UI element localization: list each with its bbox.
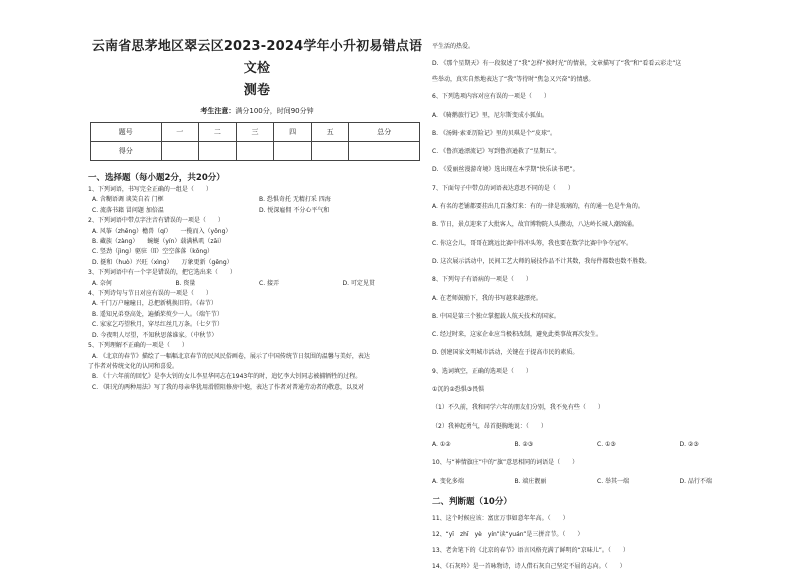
option-a: A. 有名的老铺都要挂出几百盏灯来：有的一律是玻璃的，有的通一色是牛角的。 xyxy=(432,203,644,211)
option-a: A. ①② xyxy=(432,440,451,448)
score-header: 一 xyxy=(161,123,199,142)
question-9-sentence-2: （2）我神起勇气，昂首挺胸地说：（ ） xyxy=(432,422,547,430)
score-cell[interactable] xyxy=(274,142,312,161)
option-b: B. 藏族（zàng） 蜿蜒（yín）载满枞叽（zāi） xyxy=(92,238,225,246)
question-5-stem: 5、下列理解不正确的一项是（ ） xyxy=(88,342,188,350)
option-b: B. ②③ xyxy=(514,440,534,448)
option-a: A. 《骑鹅旅行记》里，尼尔斯变成小狐仙。 xyxy=(432,111,548,119)
question-5d-block xyxy=(432,56,762,88)
score-header: 总分 xyxy=(349,123,420,142)
notice-label: 考生注意： xyxy=(200,107,236,115)
option-b: B. 节日，景点迎来了大批客人，故宫博物院人头攒动，八达岭长城人潮汹涌。 xyxy=(432,221,638,229)
exam-title xyxy=(88,36,426,102)
option-a: A. 变化多端 xyxy=(432,477,464,485)
option-a-continued: 了作者对传统文化的认同和喜爱。 xyxy=(88,362,179,370)
option-b: B. 遥知兄弟登高处，遍插茱萸少一人。（端午节） xyxy=(92,310,223,318)
score-cell[interactable] xyxy=(349,142,420,161)
option-d: D. 创建国家文明城市活动，关键在于提高市民的素质。 xyxy=(432,349,579,357)
question-9-stem: 9、选词填空，正确的选项是（ ） xyxy=(432,367,532,375)
score-row xyxy=(91,142,420,161)
option-d: D. 可定见贯 xyxy=(342,279,375,287)
option-d: D. 品行不端 xyxy=(679,477,712,485)
question-8-stem: 8、下列句子有语病的一项是（ ） xyxy=(432,276,532,284)
question-10-stem: 10、与“神情旗庄”中的“旗”意思相同的词语是（ ） xyxy=(432,459,579,467)
section-1-title: 一、选择题（每小题2分，共20分） xyxy=(88,173,225,183)
right-column xyxy=(432,38,762,575)
option-c: C. ①③ xyxy=(597,440,616,448)
question-7-stem: 7、下面句子中带点的词语表达意思不同的是（ ） xyxy=(432,184,574,192)
exam-notice xyxy=(88,106,426,116)
option-a: A. 在老师鼓励下，我的书写越来越漂亮。 xyxy=(432,294,542,302)
score-header: 五 xyxy=(311,123,349,142)
option-c-continued: 平生活的热爱。 xyxy=(432,43,475,50)
question-1-options-row2 xyxy=(88,206,426,216)
option-a: A. 风筝（zhēng）檐兽（qí） 一揽而入（yōng） xyxy=(92,227,232,235)
question-6-stem: 6、下列选项内容对应有误的一项是（ ） xyxy=(432,93,550,101)
question-2-stem: 2、下列词语中带点字注音有错误的一项是（ ） xyxy=(88,217,224,225)
section-1-questions xyxy=(88,185,426,393)
question-11: 11、这个时候应该：富庶万事如意年年高。（ ） xyxy=(432,514,569,522)
option-d: D. 挺和（huò）兴旺（xìng） 万象更新（gēng） xyxy=(92,258,233,266)
score-table xyxy=(90,122,420,161)
question-12: 12、“yī zhī yè yín”读“yuán”是三拼音节。（ ） xyxy=(432,530,584,538)
option-d: D. ②③ xyxy=(679,440,699,448)
section-2-questions xyxy=(432,511,762,575)
option-c: C. 接弄 xyxy=(259,279,280,287)
option-b: B. 端庄靓丽 xyxy=(514,477,547,485)
question-9-options xyxy=(432,436,762,454)
option-d: D. 《爱丽丝漫游奇境》选出现在本学期“快乐读书吧”。 xyxy=(432,166,579,174)
score-row-label: 得分 xyxy=(91,142,162,161)
question-1-stem: 1、下列词语，书写完全正确的一组是（ ） xyxy=(88,186,212,193)
left-column xyxy=(88,0,426,393)
option-c: C. 举其一端 xyxy=(597,477,630,485)
option-d: D. 悦深雇佣 不分心平气和 xyxy=(259,206,330,214)
title-line-1: 云南省思茅地区翠云区2023-2024学年小升初易错点语文检 xyxy=(91,39,423,76)
question-13: 13、老舍笔下的《北京的春节》语言风格充满了鲜明的“京味儿”。（ ） xyxy=(432,546,629,554)
option-a: A. 千门万户曈曈日，总把新桃换旧符。（春节） xyxy=(92,300,217,308)
score-header: 四 xyxy=(274,123,312,142)
option-c: C. 经过时来，这家企业应当极积改制，避免此类事故再次发生。 xyxy=(432,331,603,339)
option-a: A. 含糊语调 谈笑自若 门框 xyxy=(92,196,164,204)
question-4-stem: 4、下列诗句与节日对应有误的一项是（ ） xyxy=(88,290,212,298)
option-d: D. 今夜明人尽望，不知秋思落谁家。（中秋节） xyxy=(92,331,218,339)
option-a: A. 奈何 xyxy=(92,279,112,287)
option-d-continued: 些举动，真实自然地表达了“我”等待时“焦急又兴奋”的情感。 xyxy=(432,76,595,84)
option-b: B. 中国是第三个独立掌握载人航天技术的国家。 xyxy=(432,312,560,320)
question-14: 14、《石灰吟》是一首咏物诗，诗人借石灰自己坚定不屈的志向。（ ） xyxy=(432,562,626,570)
option-c: C. 《鲁滨逊漂流记》写到鲁滨逊救了“星期五”。 xyxy=(432,148,561,156)
score-cell[interactable] xyxy=(311,142,349,161)
notice-text: 满分100分，时间90分钟 xyxy=(235,107,314,115)
section-2-title: 二、判断题（10分） xyxy=(432,496,512,507)
score-header: 三 xyxy=(236,123,274,142)
option-c: C. 流落书籍 冒问题 加倍温 xyxy=(92,206,164,214)
option-c: C. 《阳光的两种用法》写了我的母亲华犹用滑膛阻修房中炮，表达了作者对普通劳动者的敬意，以及对 xyxy=(92,383,365,391)
option-b: B. 恐惧奇托 无精打采 四海 xyxy=(259,196,331,204)
option-d: D. 《那个星期天》有一段叙述了“我”怎样“挨时光”的情景，文章描写了“我”和“看看云彩走”这 xyxy=(432,60,682,68)
score-header-row xyxy=(91,123,420,142)
question-9-words: ①沉的②恐惧③畏惧 xyxy=(432,386,485,394)
score-header: 题号 xyxy=(91,123,162,142)
question-1-options-row1 xyxy=(88,195,426,205)
score-header: 二 xyxy=(199,123,237,142)
title-line-2: 测卷 xyxy=(243,83,271,98)
option-c: C. 家家乞巧望秋月，穿尽红丝几万条。（七夕节） xyxy=(92,321,224,329)
option-d: D. 这次展示活动中，民间工艺大师的展技作品不计其数，我每件都数也数不胜数。 xyxy=(432,257,651,265)
score-cell[interactable] xyxy=(161,142,199,161)
option-b: B. 《汤姆·索亚历险记》里的贝琪是个“皮球”。 xyxy=(432,129,557,137)
score-cell[interactable] xyxy=(199,142,237,161)
question-3-options xyxy=(88,279,426,289)
question-3-stem: 3、下列词语中有一个字是错误的，把它选出来（ ） xyxy=(88,269,236,277)
question-9-sentence-1: （1）不久前，我和同学六年的朋友们分别，我不免有些（ ） xyxy=(432,404,604,412)
option-b: B. 资量 xyxy=(175,279,196,287)
question-10-options xyxy=(432,473,762,491)
option-b: B. 《十六年前的回忆》是李大钊的女儿李星华同志在1943年的时，追忆李大钊同志被捕牺牲的过程。 xyxy=(92,373,362,381)
score-cell[interactable] xyxy=(236,142,274,161)
option-c: C. 竖劲（jìng）驱驻（lǐ）空空落落（kōng） xyxy=(92,248,214,256)
option-a: A. 《北京的春节》描绘了一幅幅北京春节的民风民俗画卷，展示了中国传统节日氛围的温馨与美好，表达 xyxy=(92,352,370,360)
option-c: C. 你这会儿，哥哥在跳远比赛中得冲头筹，我也要在数学比赛中争夺冠军。 xyxy=(432,239,633,247)
